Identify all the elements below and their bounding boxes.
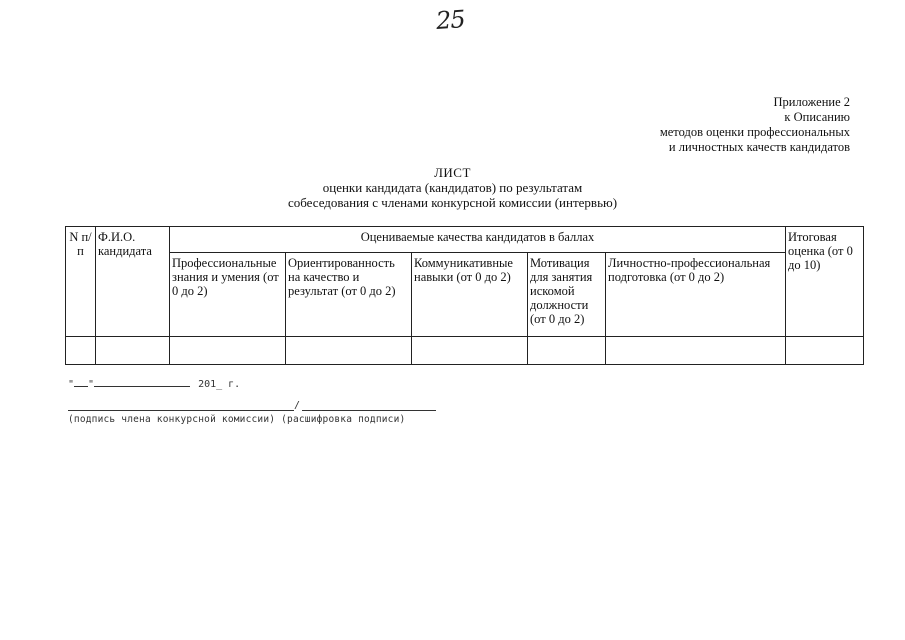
appendix-line-1: Приложение 2 <box>773 95 850 109</box>
table-cell[interactable] <box>412 337 528 365</box>
appendix-line-2: к Описанию <box>784 110 850 124</box>
table-cell[interactable] <box>606 337 786 365</box>
subheader-personal-training: Личностно-профессиональная подготовка (от 0 до 2) <box>606 253 786 337</box>
title-line-3: собеседования с членами конкурсной комиссии (интервью) <box>287 195 618 210</box>
table-row <box>66 337 864 365</box>
signature-blank[interactable] <box>68 400 294 411</box>
header-total: Итоговая оценка (от 0 до 10) <box>786 227 864 337</box>
date-quote-close: " <box>88 379 95 390</box>
table-cell[interactable] <box>286 337 412 365</box>
signature-separator: / <box>294 400 301 411</box>
month-blank[interactable] <box>94 386 190 387</box>
table-cell[interactable] <box>786 337 864 365</box>
table-subheader-row <box>66 253 864 337</box>
table-cell[interactable] <box>528 337 606 365</box>
evaluation-table <box>65 226 864 365</box>
header-qualities-group: Оцениваемые качества кандидатов в баллах <box>170 227 786 253</box>
appendix-line-4: и личностных качеств кандидатов <box>668 140 850 154</box>
caption-decoding: (расшифровка подписи) <box>281 414 406 425</box>
date-quote-open: " <box>68 379 75 390</box>
title-line-2: оценки кандидата (кандидатов) по результатам <box>322 180 583 195</box>
subheader-professional-knowledge: Профессиональные знания и умения (от 0 до 2) <box>170 253 286 337</box>
document-title <box>0 165 905 210</box>
subheader-communication: Коммуникативные навыки (от 0 до 2) <box>412 253 528 337</box>
header-name: Ф.И.О. кандидата <box>96 227 170 337</box>
title-main: ЛИСТ <box>434 165 471 180</box>
subheader-motivation: Мотивация для занятия искомой должности (от 0 до 2) <box>528 253 606 337</box>
page-number: 25 <box>435 5 466 35</box>
table-cell[interactable] <box>170 337 286 365</box>
caption-signature: (подпись члена конкурсной комиссии) <box>68 414 276 425</box>
header-number: N п/п <box>66 227 96 337</box>
appendix-note <box>660 95 850 155</box>
day-blank[interactable] <box>74 386 88 387</box>
signature-caption <box>68 414 405 425</box>
decoding-blank[interactable] <box>302 400 436 411</box>
date-line <box>68 379 240 390</box>
table-cell[interactable] <box>96 337 170 365</box>
date-year: 201_ г. <box>198 379 241 390</box>
table-cell[interactable] <box>66 337 96 365</box>
signature-lines <box>68 400 436 411</box>
appendix-line-3: методов оценки профессиональных <box>659 125 850 139</box>
subheader-quality-orientation: Ориентированность на качество и результат (от 0 до 2) <box>286 253 412 337</box>
table-header-row <box>66 227 864 253</box>
